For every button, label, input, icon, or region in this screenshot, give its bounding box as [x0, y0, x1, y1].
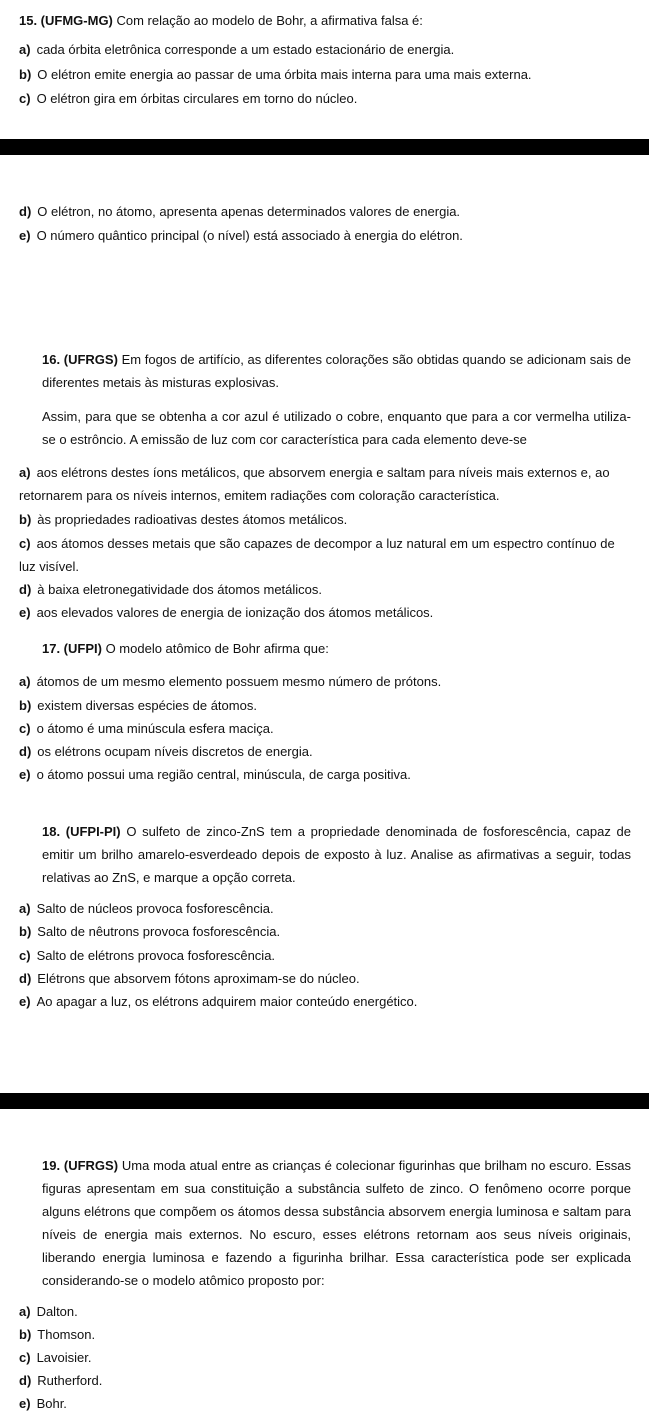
question-18-option-b[interactable] — [19, 920, 631, 943]
question-18-number: 18. (UFPI-PI) — [42, 824, 121, 839]
question-19-option-b[interactable] — [19, 1323, 631, 1346]
option-letter: b) — [19, 512, 32, 527]
option-text: Ao apagar a luz, os elétrons adquirem maior conteúdo energético. — [36, 994, 418, 1009]
option-text: Salto de elétrons provoca fosforescência. — [36, 948, 276, 963]
option-text: O elétron gira em órbitas circulares em torno do núcleo. — [36, 91, 358, 106]
option-text: aos elétrons destes íons metálicos, que absorvem energia e saltam para níveis mais externos e, ao retornarem para os níveis internos, emitem radiações com coloração característica. — [19, 465, 610, 503]
question-15-option-a[interactable] — [19, 38, 631, 61]
question-15-option-b[interactable] — [19, 63, 631, 86]
option-letter: e) — [19, 1396, 31, 1411]
option-letter: a) — [19, 42, 31, 57]
question-17-stem — [42, 637, 631, 660]
option-letter: c) — [19, 536, 31, 551]
option-letter: b) — [19, 67, 32, 82]
option-text: Elétrons que absorvem fótons aproximam-se do núcleo. — [37, 971, 360, 986]
question-16-paragraph: Assim, para que se obtenha a cor azul é utilizado o cobre, enquanto que para a cor vermelha utiliza-se o estrôncio. A emissão de luz com cor característica para cada elemento deve-se — [42, 409, 631, 447]
option-letter: c) — [19, 948, 31, 963]
question-15-option-e[interactable] — [19, 224, 631, 247]
question-18-text: O sulfeto de zinco-ZnS tem a propriedade denominada de fosforescência, capaz de emitir um brilho amarelo-esverdeado depois de exposto à luz. Analise as afirmativas a seguir, todas relativas ao ZnS, e marque a opção correta. — [42, 824, 631, 885]
option-text: o átomo possui uma região central, minúscula, de carga positiva. — [36, 767, 411, 782]
question-19-text: Uma moda atual entre as crianças é colecionar figurinhas que brilham no escuro. Essas figuras apresentam em sua constituição a substância sulfeto de zinco. O fenômeno ocorre porque alguns elétrons que compõem os átomos dessa substância absorvem energia luminosa e saltam para níveis de energia mais externos. No escuro, esses elétrons retornam aos seus níveis originais, liberando energia luminosa e fazendo a figurinha brilhar. Essa característica pode ser explicada considerando-se o modelo atômico proposto por: — [42, 1158, 631, 1288]
question-15-option-d[interactable] — [19, 200, 631, 223]
question-17-number: 17. (UFPI) — [42, 641, 102, 656]
option-letter: d) — [19, 971, 32, 986]
question-19-option-c[interactable] — [19, 1346, 631, 1369]
question-16-option-b[interactable] — [19, 508, 631, 531]
question-16-stem — [42, 348, 631, 394]
option-text: Thomson. — [37, 1327, 96, 1342]
question-16-number: 16. (UFRGS) — [42, 352, 118, 367]
question-15-text: Com relação ao modelo de Bohr, a afirmativa falsa é: — [112, 13, 423, 28]
question-15-number: 15. (UFMG-MG) — [19, 13, 113, 28]
option-text: à baixa eletronegatividade dos átomos metálicos. — [37, 582, 323, 597]
question-16-option-a[interactable] — [19, 461, 631, 507]
question-18-option-a[interactable] — [19, 897, 631, 920]
option-text: O elétron emite energia ao passar de uma órbita mais interna para uma mais externa. — [37, 67, 532, 82]
option-letter: e) — [19, 228, 31, 243]
option-text: Rutherford. — [37, 1373, 103, 1388]
question-19-option-a[interactable] — [19, 1300, 631, 1323]
option-letter: e) — [19, 605, 31, 620]
question-18-stem — [42, 820, 631, 889]
option-letter: d) — [19, 204, 32, 219]
question-16-option-c[interactable] — [19, 532, 631, 578]
option-text: Lavoisier. — [36, 1350, 92, 1365]
option-letter: e) — [19, 994, 31, 1009]
option-letter: c) — [19, 721, 31, 736]
option-letter: c) — [19, 1350, 31, 1365]
option-text: existem diversas espécies de átomos. — [37, 698, 257, 713]
question-16-option-d[interactable] — [19, 578, 631, 601]
option-letter: a) — [19, 901, 31, 916]
redaction-bar — [0, 1093, 649, 1109]
question-19-option-d[interactable] — [19, 1369, 631, 1392]
question-15-stem — [19, 9, 631, 32]
option-text: aos átomos desses metais que são capazes de decompor a luz natural em um espectro contínuo de luz visível. — [19, 536, 615, 574]
option-letter: a) — [19, 465, 31, 480]
question-19-option-e[interactable] — [19, 1392, 631, 1415]
option-text: átomos de um mesmo elemento possuem mesmo número de prótons. — [36, 674, 442, 689]
option-letter: b) — [19, 924, 32, 939]
option-text: Salto de núcleos provoca fosforescência. — [36, 901, 274, 916]
question-19-stem — [42, 1154, 631, 1292]
option-text: O número quântico principal (o nível) está associado à energia do elétron. — [36, 228, 463, 243]
option-letter: d) — [19, 1373, 32, 1388]
option-letter: d) — [19, 744, 32, 759]
question-17-option-c[interactable] — [19, 717, 631, 740]
option-letter: b) — [19, 698, 32, 713]
option-letter: a) — [19, 1304, 31, 1319]
option-letter: d) — [19, 582, 32, 597]
option-letter: b) — [19, 1327, 32, 1342]
question-18-option-e[interactable] — [19, 990, 631, 1013]
question-17-option-a[interactable] — [19, 670, 631, 693]
question-19-number: 19. (UFRGS) — [42, 1158, 119, 1173]
question-17-option-e[interactable] — [19, 763, 631, 786]
option-text: às propriedades radioativas destes átomos metálicos. — [37, 512, 348, 527]
question-18-option-d[interactable] — [19, 967, 631, 990]
redaction-bar — [0, 139, 649, 155]
option-text: aos elevados valores de energia de ionização dos átomos metálicos. — [36, 605, 434, 620]
question-17-option-d[interactable] — [19, 740, 631, 763]
option-text: os elétrons ocupam níveis discretos de energia. — [37, 744, 313, 759]
question-17-text: O modelo atômico de Bohr afirma que: — [101, 641, 329, 656]
question-18-option-c[interactable] — [19, 944, 631, 967]
question-15-option-c[interactable] — [19, 87, 631, 110]
option-text: Salto de nêutrons provoca fosforescência. — [37, 924, 281, 939]
option-letter: c) — [19, 91, 31, 106]
option-letter: e) — [19, 767, 31, 782]
option-text: o átomo é uma minúscula esfera maciça. — [36, 721, 274, 736]
option-letter: a) — [19, 674, 31, 689]
option-text: Dalton. — [36, 1304, 78, 1319]
question-16-text: Em fogos de artifício, as diferentes colorações são obtidas quando se adicionam sais de diferentes metais às misturas explosivas. — [42, 352, 632, 390]
option-text: O elétron, no átomo, apresenta apenas determinados valores de energia. — [37, 204, 461, 219]
option-text: Bohr. — [36, 1396, 67, 1411]
option-text: cada órbita eletrônica corresponde a um estado estacionário de energia. — [36, 42, 455, 57]
question-17-option-b[interactable] — [19, 694, 631, 717]
question-16-option-e[interactable] — [19, 601, 631, 624]
